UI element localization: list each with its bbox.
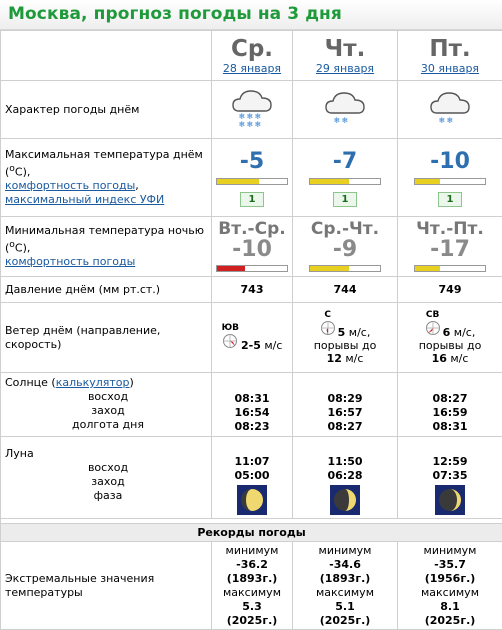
sunrise-time: 08:27 <box>398 392 502 406</box>
record-min-year: (1893г.) <box>293 572 397 586</box>
comfort-bar-fill <box>217 266 245 271</box>
pressure-value: 743 <box>212 277 293 303</box>
day-date-link[interactable]: 30 января <box>421 62 479 75</box>
moon-row <box>1 437 502 519</box>
sunset-label: заход <box>5 404 211 418</box>
min-temp-label: Минимальная температура ночью ($^o$C), комфортность погоды <box>1 217 212 277</box>
day-date-link[interactable]: 28 января <box>223 62 281 75</box>
moonrise-time: 11:50 <box>293 455 397 469</box>
day-header-row <box>1 31 502 81</box>
pressure-row <box>1 277 502 303</box>
phase-label: фаза <box>5 489 211 503</box>
comfort-bar <box>216 178 288 185</box>
record-min-year: (1893г.) <box>212 572 292 586</box>
pressure-value: 749 <box>398 277 502 303</box>
record-max: 5.1 <box>293 600 397 614</box>
uvi-badge: 1 <box>333 192 357 207</box>
calculator-link[interactable]: калькулятор <box>56 376 130 389</box>
sunset-time: 16:59 <box>398 406 502 420</box>
wind-direction: ЮВ <box>222 323 239 333</box>
record-min-year: (1956г.) <box>398 572 502 586</box>
svg-text:❄: ❄ <box>247 112 254 121</box>
weather-label: Характер погоды днём <box>1 81 212 139</box>
comfort-bar <box>216 265 288 272</box>
uvi-badge: 1 <box>438 192 462 207</box>
sun-row <box>1 373 502 437</box>
night-range: Чт.-Пт. <box>398 219 502 239</box>
forecast-table <box>0 30 502 630</box>
wind-row: Ветер днём (направление, скорость) ЮВ 2-5 м/с С 5 м/с, порывы до 12 м/с СВ 6 м/с, порывы до 16 м/с <box>1 303 502 373</box>
comfort-link[interactable]: комфортность погоды <box>5 179 135 192</box>
daylength-label: долгота дня <box>5 418 211 432</box>
wind-speed: 2-5 <box>241 339 261 352</box>
record-max: 8.1 <box>398 600 502 614</box>
day-header-1 <box>293 31 398 81</box>
svg-text:❄: ❄ <box>239 120 246 129</box>
moon-phase-icon <box>330 485 360 515</box>
wind-gust: 12 <box>327 352 342 365</box>
max-temp-value: -7 <box>293 149 397 175</box>
wind-gust-label: порывы до <box>293 339 397 352</box>
moon-phase-icon <box>435 485 465 515</box>
min-temp-value: -17 <box>398 239 502 261</box>
comfort-bar-fill <box>310 266 349 271</box>
comfort-bar <box>309 178 381 185</box>
extremes-label: Экстремальные значения температуры <box>1 542 212 630</box>
day-name: Пт. <box>398 36 502 62</box>
moonset-time: 07:35 <box>398 469 502 483</box>
comfort-bar-fill <box>415 179 440 184</box>
moonset-time: 06:28 <box>293 469 397 483</box>
moonrise-label: восход <box>5 461 211 475</box>
day-length: 08:27 <box>293 420 397 434</box>
comfort-bar-fill <box>217 179 259 184</box>
records-header-row <box>1 524 502 542</box>
sunrise-time: 08:29 <box>293 392 397 406</box>
wind-gust-label: порывы до <box>398 339 502 352</box>
wind-direction: С <box>320 310 336 320</box>
wind-gust: 16 <box>432 352 447 365</box>
weather-row <box>1 81 502 139</box>
wind-direction: СВ <box>425 310 441 320</box>
svg-text:❄: ❄ <box>342 116 349 125</box>
pressure-value: 744 <box>293 277 398 303</box>
record-min: -36.2 <box>212 558 292 572</box>
svg-text:❄: ❄ <box>255 112 262 121</box>
min-temp-value: -9 <box>293 239 397 261</box>
svg-text:❄: ❄ <box>334 116 341 125</box>
min-temp-value: -10 <box>212 239 292 261</box>
record-max-year: (2025г.) <box>293 614 397 628</box>
svg-text:❄: ❄ <box>255 120 262 129</box>
moonset-label: заход <box>5 475 211 489</box>
day-name: Чт. <box>293 36 397 62</box>
night-range: Вт.-Ср. <box>212 219 292 239</box>
day-length: 08:23 <box>212 420 292 434</box>
comfort-bar <box>309 265 381 272</box>
comfort-link[interactable]: комфортность погоды <box>5 255 135 268</box>
uvi-link[interactable]: максимальный индекс УФИ <box>5 193 164 206</box>
record-max-year: (2025г.) <box>398 614 502 628</box>
comfort-bar-fill <box>415 266 440 271</box>
pressure-label: Давление днём (мм рт.ст.) <box>1 277 212 303</box>
min-temp-row <box>1 217 502 277</box>
wind-compass-icon <box>425 320 441 336</box>
record-min: -34.6 <box>293 558 397 572</box>
wind-compass-icon <box>320 320 336 336</box>
uvi-badge: 1 <box>240 192 264 207</box>
record-min: -35.7 <box>398 558 502 572</box>
day-length: 08:31 <box>398 420 502 434</box>
moonrise-time: 12:59 <box>398 455 502 469</box>
wind-speed: 5 <box>338 326 346 339</box>
svg-text:❄: ❄ <box>247 120 254 129</box>
records-header: Рекорды погоды <box>1 524 502 542</box>
day-header-0 <box>212 31 293 81</box>
day-header-2 <box>398 31 502 81</box>
moonset-time: 05:00 <box>212 469 292 483</box>
max-temp-value: -10 <box>398 149 502 175</box>
max-temp-row <box>1 139 502 217</box>
wind-label: Ветер днём (направление, скорость) <box>1 303 212 373</box>
page-header <box>0 0 502 30</box>
night-range: Ср.-Чт. <box>293 219 397 239</box>
page-title: Москва, прогноз погоды на 3 дня <box>8 4 342 24</box>
sunrise-time: 08:31 <box>212 392 292 406</box>
cloud-snow-icon <box>322 85 368 131</box>
sun-label: Солнце (калькулятор) восход заход долгота дня <box>1 373 212 437</box>
sunset-time: 16:54 <box>212 406 292 420</box>
day-name: Ср. <box>212 36 292 62</box>
sunrise-label: восход <box>5 390 211 404</box>
svg-text:❄: ❄ <box>447 116 454 125</box>
day-date-link[interactable]: 29 января <box>316 62 374 75</box>
comfort-bar-fill <box>310 179 349 184</box>
svg-text:❄: ❄ <box>239 112 246 121</box>
record-max-year: (2025г.) <box>212 614 292 628</box>
corner-cell <box>1 31 212 81</box>
svg-text:❄: ❄ <box>439 116 446 125</box>
max-temp-value: -5 <box>212 149 292 175</box>
comfort-bar <box>414 178 486 185</box>
sunset-time: 16:57 <box>293 406 397 420</box>
moonrise-time: 11:07 <box>212 455 292 469</box>
wind-speed: 6 <box>443 326 451 339</box>
records-row: Экстремальные значения температуры минимум -36.2 (1893г.) максимум 5.3 (2025г.) минимум -34.6 (1893г.) максимум 5.1 (2025г.) минимум -35.7 (1956г.) максимум 8.1 (2025г.) <box>1 542 502 630</box>
moon-label: Луна восход заход фаза <box>1 437 212 519</box>
cloud-snow-icon <box>427 85 473 131</box>
max-temp-label: Максимальная температура днём ($^o$C), комфортность погоды, максимальный индекс УФИ <box>1 139 212 217</box>
wind-compass-icon <box>222 333 238 349</box>
cloud-snow-icon <box>229 85 275 131</box>
moon-phase-icon <box>237 485 267 515</box>
comfort-bar <box>414 265 486 272</box>
record-max: 5.3 <box>212 600 292 614</box>
